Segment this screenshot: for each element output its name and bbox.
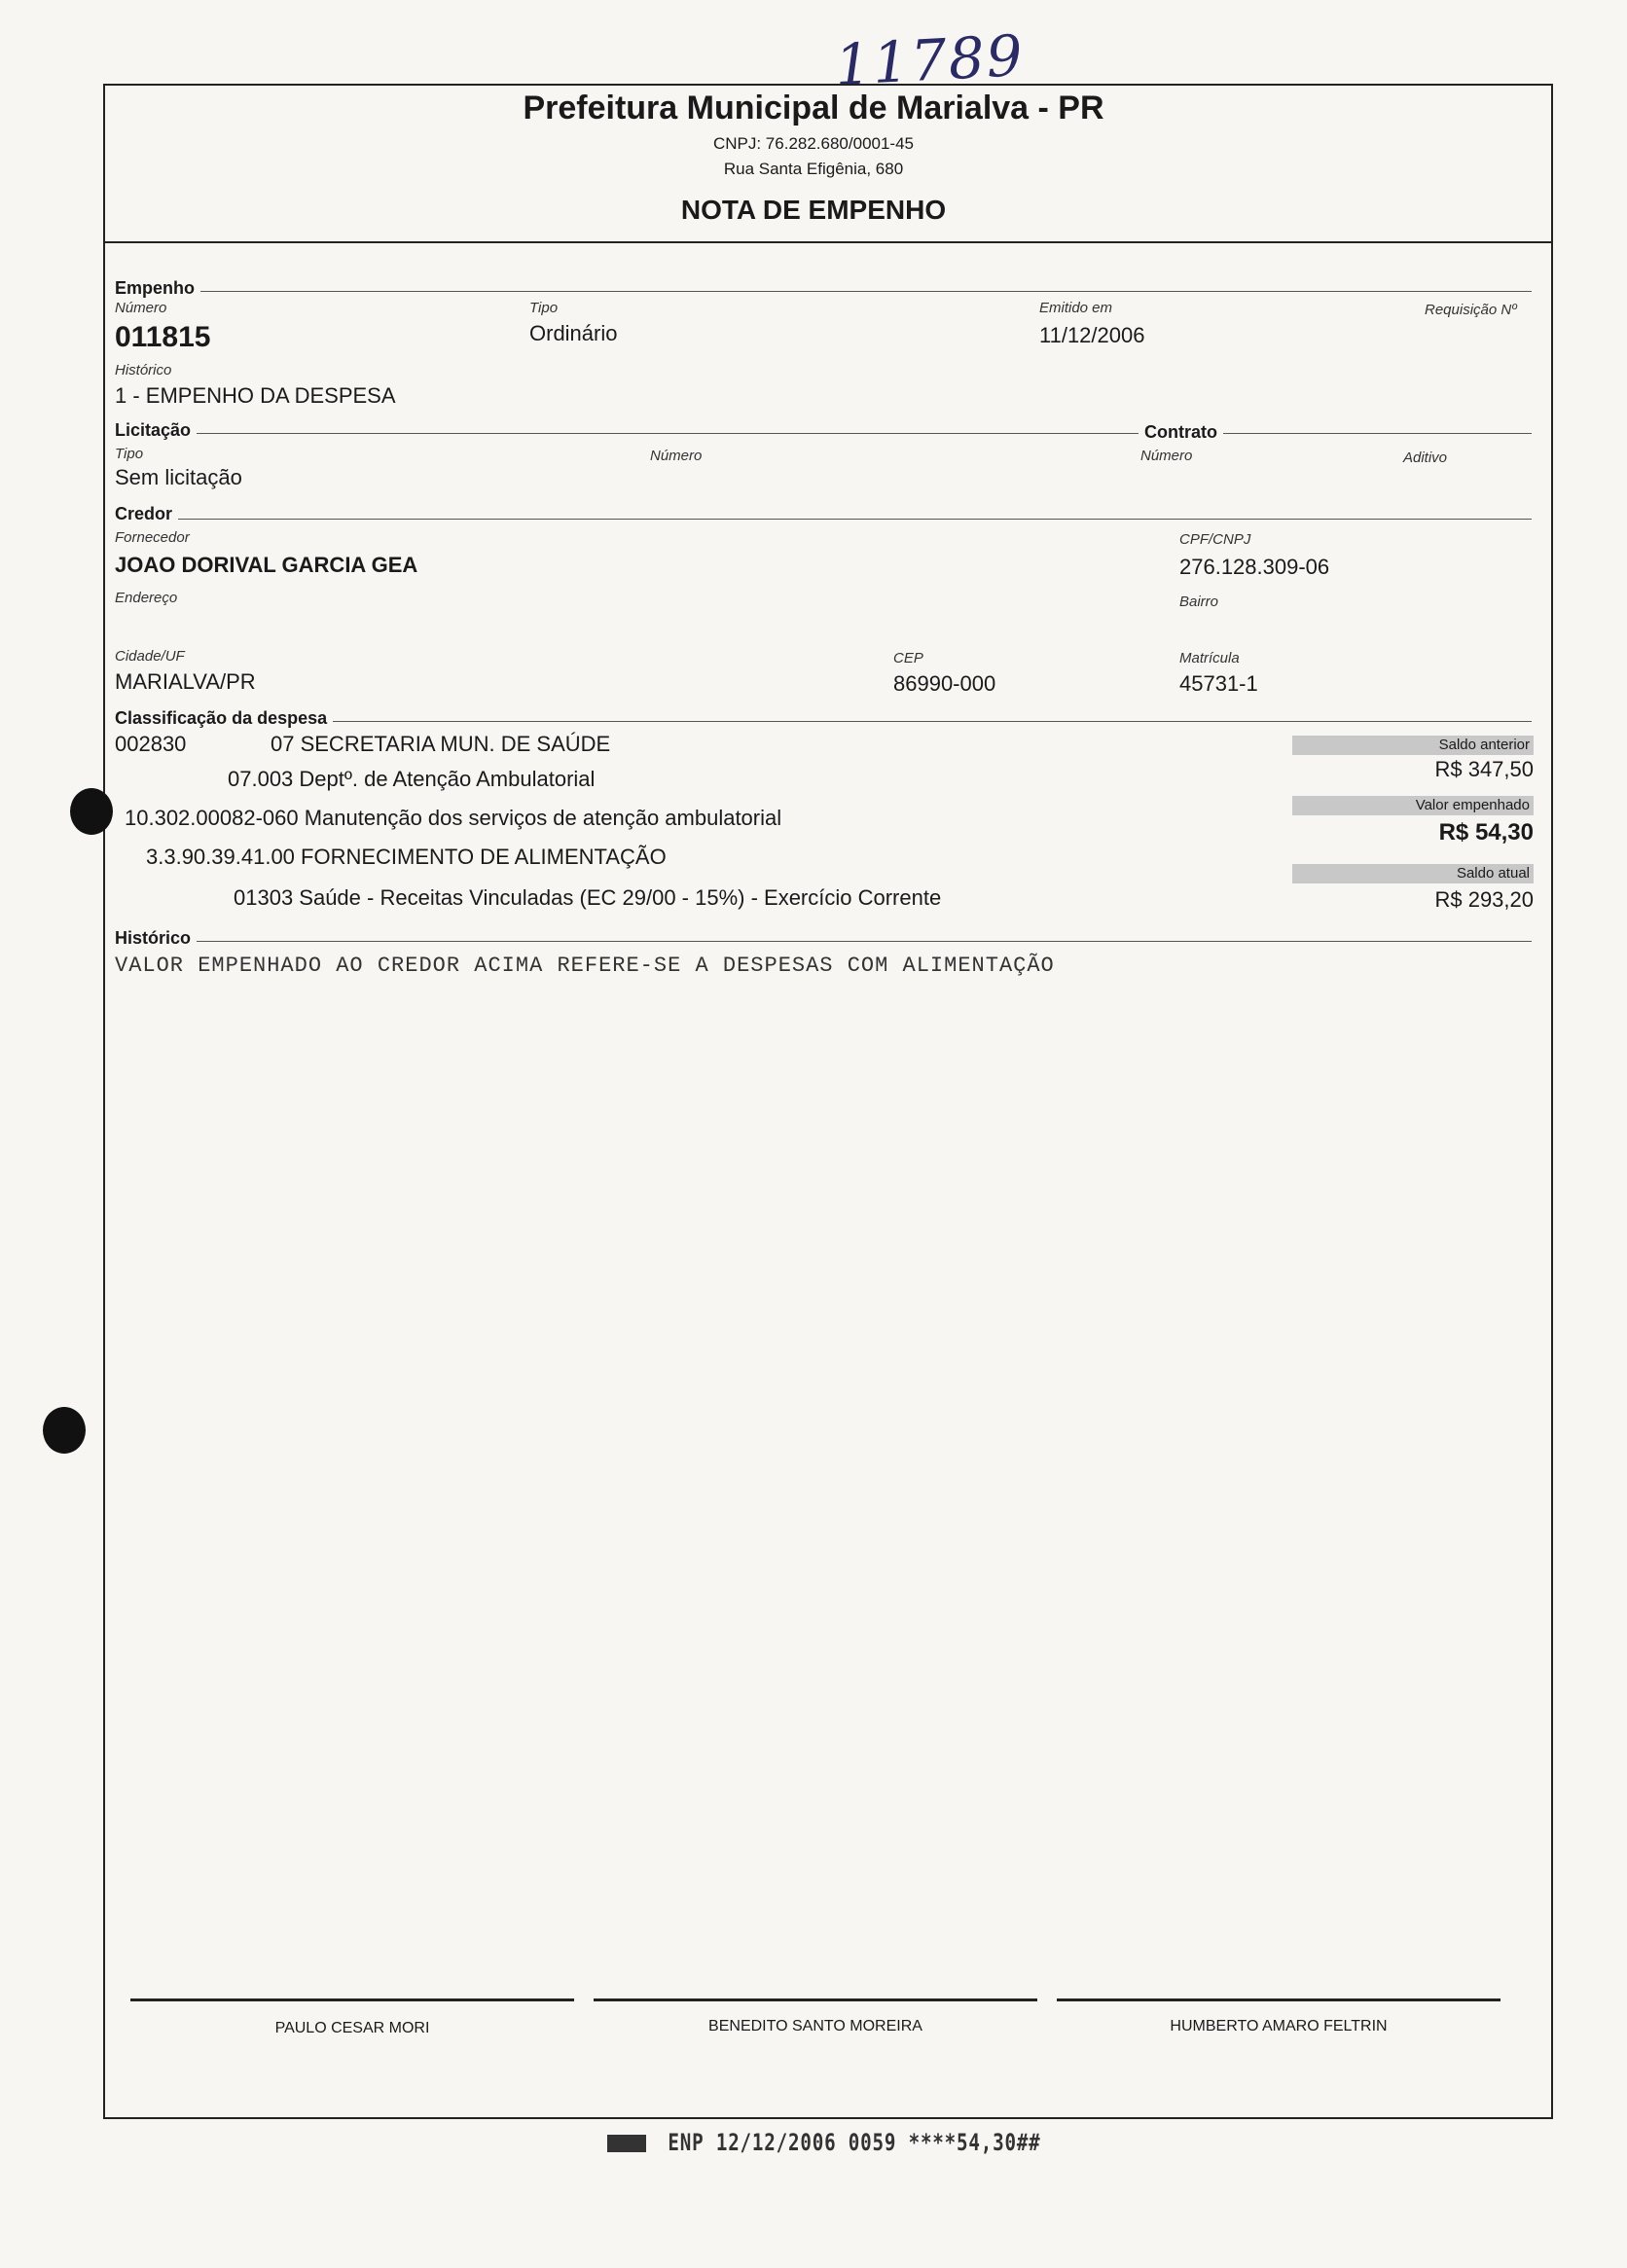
signature-line-1 xyxy=(130,1998,574,2001)
footer-stamp xyxy=(607,2129,1041,2156)
classificacao-fonte: 01303 Saúde - Receitas Vinculadas (EC 29/00 - 15%) - Exercício Corrente xyxy=(234,885,942,910)
fornecedor-name: JOAO DORIVAL GARCIA GEA xyxy=(115,553,418,577)
classificacao-departamento: 07.003 Deptº. de Atenção Ambulatorial xyxy=(228,767,596,791)
bairro-label: Bairro xyxy=(1179,594,1219,610)
header-divider xyxy=(103,241,1551,243)
saldo-anterior-value: R$ 347,50 xyxy=(1434,757,1534,781)
licitacao-section-label: Licitação xyxy=(115,420,197,441)
credor-section-label: Credor xyxy=(115,504,178,524)
contrato-section-label: Contrato xyxy=(1139,422,1223,443)
historico-section-label: Histórico xyxy=(115,928,197,949)
cpf-label: CPF/CNPJ xyxy=(1179,531,1251,548)
fornecedor-label: Fornecedor xyxy=(115,529,190,546)
cnpj-text: CNPJ: 76.282.680/0001-45 xyxy=(712,134,915,153)
cidade-value: MARIALVA/PR xyxy=(115,669,256,694)
licitacao-numero-label: Número xyxy=(650,448,703,464)
saldo-atual-value: R$ 293,20 xyxy=(1434,887,1534,912)
valor-empenhado-label: Valor empenhado xyxy=(1292,796,1534,815)
empenho-rule xyxy=(115,291,1532,292)
requisicao-label: Requisição Nº xyxy=(1425,302,1517,318)
punch-hole-top xyxy=(70,788,113,835)
matricula-label: Matrícula xyxy=(1179,650,1240,666)
licitacao-rule xyxy=(115,433,1532,434)
cep-value: 86990-000 xyxy=(893,671,996,696)
classificacao-programa: 10.302.00082-060 Manutenção dos serviços de atenção ambulatorial xyxy=(125,806,782,830)
cpf-value: 276.128.309-06 xyxy=(1179,555,1330,579)
empenho-tipo-label: Tipo xyxy=(529,300,559,316)
credor-rule xyxy=(115,519,1532,520)
valor-empenhado-value: R$ 54,30 xyxy=(1438,819,1534,846)
classificacao-code: 002830 xyxy=(115,732,187,756)
handwritten-page-number: 11789 xyxy=(833,21,1027,99)
endereco-label: Endereço xyxy=(115,590,178,606)
saldo-atual-label: Saldo atual xyxy=(1292,864,1534,883)
historico-rule xyxy=(115,941,1532,942)
signature-name-3: HUMBERTO AMARO FELTRIN xyxy=(1170,2018,1388,2034)
document-title: NOTA DE EMPENHO xyxy=(680,195,947,225)
matricula-value: 45731-1 xyxy=(1179,671,1258,696)
empenho-tipo: Ordinário xyxy=(529,321,618,345)
licitacao-tipo: Sem licitação xyxy=(115,465,242,489)
saldo-anterior-label: Saldo anterior xyxy=(1292,736,1534,755)
classificacao-secretaria: 07 SECRETARIA MUN. DE SAÚDE xyxy=(271,732,611,756)
contrato-aditivo-label: Aditivo xyxy=(1403,450,1448,466)
emitido-label: Emitido em xyxy=(1039,300,1113,316)
licitacao-tipo-label: Tipo xyxy=(115,446,144,462)
contrato-numero-label: Número xyxy=(1140,448,1193,464)
stamp-mark-icon xyxy=(607,2135,646,2152)
signature-name-2: BENEDITO SANTO MOREIRA xyxy=(708,2018,922,2034)
empenho-numero-label: Número xyxy=(115,300,167,316)
empenho-historico-label: Histórico xyxy=(115,362,172,378)
classificacao-section-label: Classificação da despesa xyxy=(115,708,333,729)
cep-label: CEP xyxy=(893,650,923,666)
empenho-numero: 011815 xyxy=(115,321,211,353)
cidade-label: Cidade/UF xyxy=(115,648,185,665)
historico-text: VALOR EMPENHADO AO CREDOR ACIMA REFERE-SE A DESPESAS COM ALIMENTAÇÃO xyxy=(115,954,1055,978)
page-title: Prefeitura Municipal de Marialva - PR xyxy=(523,90,1104,126)
address-text: Rua Santa Efigênia, 680 xyxy=(723,160,904,178)
signature-name-1: PAULO CESAR MORI xyxy=(274,2020,430,2036)
empenho-historico: 1 - EMPENHO DA DESPESA xyxy=(115,383,396,408)
signature-line-2 xyxy=(594,1998,1037,2001)
punch-hole-bottom xyxy=(43,1407,86,1454)
signature-line-3 xyxy=(1057,1998,1500,2001)
footer-stamp-text: ENP 12/12/2006 0059 ****54,30## xyxy=(668,2129,1041,2156)
emitido-date: 11/12/2006 xyxy=(1039,323,1145,347)
classificacao-elemento: 3.3.90.39.41.00 FORNECIMENTO DE ALIMENTAÇÃO xyxy=(146,845,667,869)
empenho-section-label: Empenho xyxy=(115,278,200,299)
